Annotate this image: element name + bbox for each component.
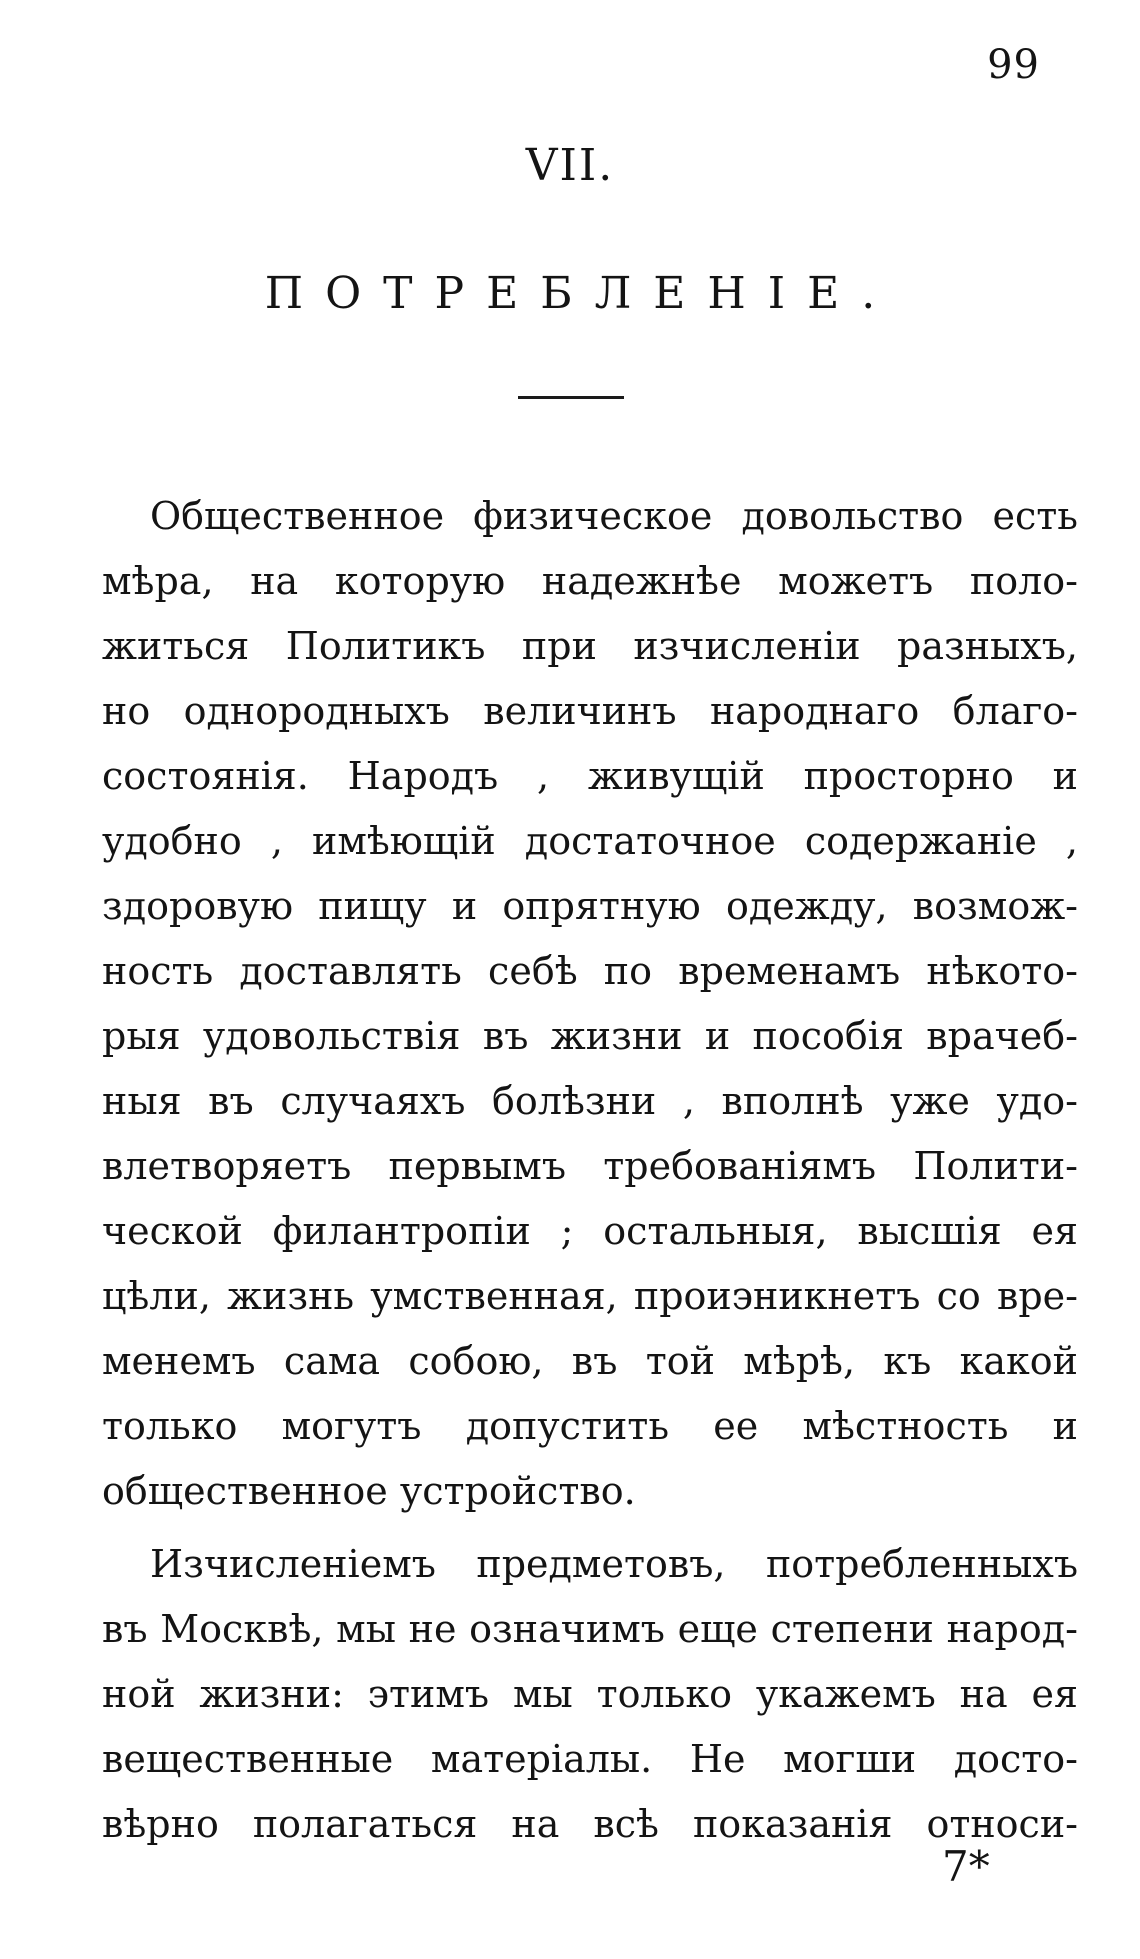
- page-number: 99: [987, 42, 1040, 88]
- text-line: Изчисленіемъ предметовъ, потребленныхъ: [150, 1542, 1078, 1586]
- text-line: въ Москвѣ, мы не означимъ еще степени народ-: [102, 1607, 1078, 1651]
- text-line: менемъ сама собою, въ той мѣрѣ, къ какой: [102, 1339, 1078, 1383]
- text-line: только могутъ допустить ее мѣстность и: [102, 1404, 1078, 1448]
- signature-mark: 7*: [942, 1842, 990, 1891]
- text-line: рыя удовольствія въ жизни и пособія врачеб-: [102, 1014, 1078, 1058]
- text-line: вещественные матеріалы. Не могши досто-: [102, 1737, 1078, 1781]
- text-line: здоровую пищу и опрятную одежду, возмож-: [102, 884, 1078, 928]
- text-line: удобно , имѣющій достаточное содержаніе ,: [102, 819, 1078, 863]
- text-line: цѣли, жизнь умственная, проиэникнетъ со вре-: [102, 1274, 1078, 1318]
- text-line: ной жизни: этимъ мы только укажемъ на ея: [102, 1672, 1078, 1716]
- text-line: житься Политикъ при изчисленіи разныхъ,: [102, 624, 1078, 668]
- text-line: мѣра, на которую надежнѣе можетъ поло-: [102, 559, 1078, 603]
- chapter-number: VII.: [525, 140, 615, 191]
- text-line: Общественное физическое довольство есть: [150, 494, 1078, 538]
- paragraph-2: [102, 1532, 1078, 1857]
- text-line: ческой филантропіи ; остальныя, высшія ея: [102, 1209, 1078, 1253]
- text-line: состоянія. Народъ , живущій просторно и: [102, 754, 1078, 798]
- paragraph-1: [102, 484, 1078, 1524]
- text-line: ныя въ случаяхъ болѣзни , вполнѣ уже удо-: [102, 1079, 1078, 1123]
- title-rule: [518, 396, 624, 399]
- text-line: влетворяетъ первымъ требованіямъ Полити-: [102, 1144, 1078, 1188]
- chapter-title: ПОТРЕБЛЕНІЕ.: [264, 268, 898, 319]
- text-line: общественное устройство.: [102, 1469, 636, 1513]
- text-line: вѣрно полагаться на всѣ показанія относи-: [102, 1802, 1078, 1846]
- text-line: но однородныхъ величинъ народнаго благо-: [102, 689, 1078, 733]
- text-line: ность доставлять себѣ по временамъ нѣкото-: [102, 949, 1078, 993]
